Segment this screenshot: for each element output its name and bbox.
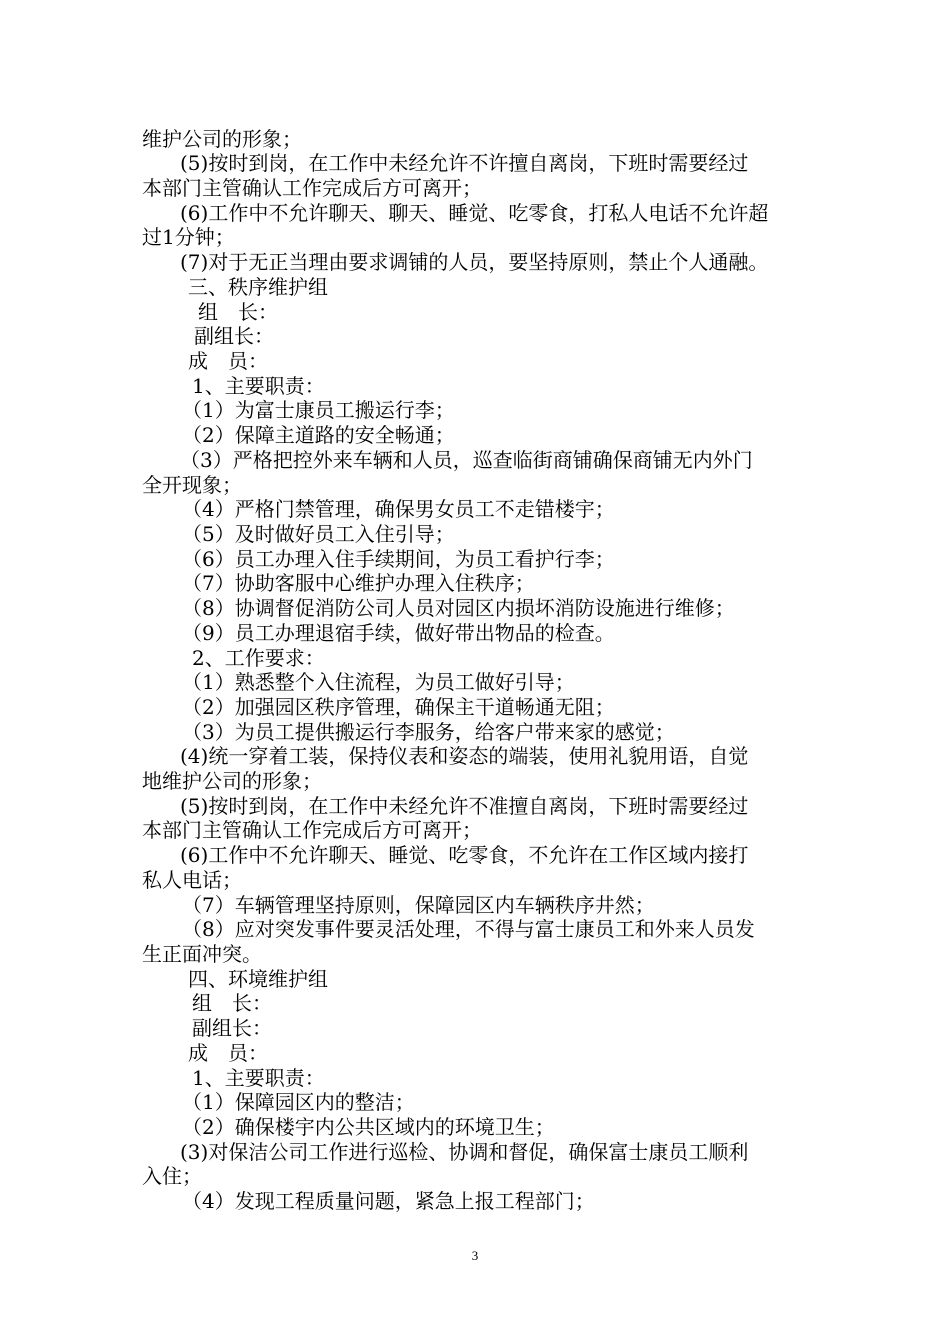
text-line: (5)按时到岗，在工作中未经允许不准擅自离岗，下班时需要经过 — [180, 794, 749, 818]
text-line: （4）严格门禁管理，确保男女员工不走错楼宇； — [182, 497, 615, 521]
text-line: （7）车辆管理坚持原则，保障园区内车辆秩序井然； — [182, 893, 655, 917]
text-line: （2）加强园区秩序管理，确保主干道畅通无阻； — [182, 695, 615, 719]
text-line: 地维护公司的形象； — [142, 769, 322, 793]
text-line: 入住； — [142, 1164, 202, 1188]
text-line: (7)对于无正当理由要求调铺的人员，要坚持原则，禁止个人通融。 — [180, 250, 769, 274]
text-line: 维护公司的形象； — [142, 127, 302, 151]
text-line: (5)按时到岗，在工作中未经允许不许擅自离岗，下班时需要经过 — [180, 151, 749, 175]
section-heading: 三、秩序维护组 — [188, 275, 328, 299]
text-line: 副组长： — [192, 1016, 272, 1040]
subsection-heading: 2、工作要求： — [192, 646, 325, 670]
text-line: 生正面冲突。 — [142, 942, 262, 966]
text-line: （8）应对突发事件要灵活处理，不得与富士康员工和外来人员发 — [182, 917, 755, 941]
text-line: （8）协调督促消防公司人员对园区内损坏消防设施进行维修； — [182, 596, 735, 620]
text-line: （2）保障主道路的安全畅通； — [182, 423, 455, 447]
text-line: 私人电话； — [142, 868, 242, 892]
text-line: (6)工作中不允许聊天、睡觉、吃零食，不允许在工作区域内接打 — [180, 843, 749, 867]
text-line: （6）员工办理入住手续期间，为员工看护行李； — [182, 547, 615, 571]
page-number: 3 — [471, 1248, 479, 1263]
text-line: 成 员： — [188, 1041, 268, 1065]
text-line: 本部门主管确认工作完成后方可离开； — [142, 176, 482, 200]
text-line: （4）发现工程质量问题，紧急上报工程部门； — [182, 1189, 595, 1213]
text-line: （1）保障园区内的整洁； — [182, 1090, 415, 1114]
text-line: （5）及时做好员工入住引导； — [182, 522, 455, 546]
subsection-heading: 1、主要职责： — [192, 374, 325, 398]
text-line: 全开现象； — [142, 473, 242, 497]
text-line: （9）员工办理退宿手续，做好带出物品的检查。 — [182, 621, 615, 645]
text-line: 过1分钟； — [142, 225, 235, 249]
text-line: 组 长： — [192, 991, 272, 1015]
text-line: （2）确保楼宇内公共区域内的环境卫生； — [182, 1115, 555, 1139]
text-line: 成 员： — [188, 349, 268, 373]
subsection-heading: 1、主要职责： — [192, 1066, 325, 1090]
text-line: 副组长： — [194, 324, 274, 348]
text-line: （7）协助客服中心维护办理入住秩序； — [182, 571, 535, 595]
text-line: (6)工作中不允许聊天、聊天、睡觉、吃零食，打私人电话不允许超 — [180, 201, 769, 225]
text-line: (4)统一穿着工装，保持仪表和姿态的端装，使用礼貌用语，自觉 — [180, 744, 749, 768]
text-line: （1）熟悉整个入住流程，为员工做好引导； — [182, 670, 575, 694]
text-line: (3)对保洁公司工作进行巡检、协调和督促，确保富士康员工顺利 — [180, 1140, 749, 1164]
text-line: 组 长： — [198, 300, 278, 324]
text-line: （1）为富士康员工搬运行李； — [182, 398, 455, 422]
text-line: （3）严格把控外来车辆和人员，巡查临街商铺确保商铺无内外门 — [180, 448, 753, 472]
section-heading: 四、环境维护组 — [188, 967, 328, 991]
text-line: （3）为员工提供搬运行李服务，给客户带来家的感觉； — [182, 720, 675, 744]
text-line: 本部门主管确认工作完成后方可离开； — [142, 818, 482, 842]
